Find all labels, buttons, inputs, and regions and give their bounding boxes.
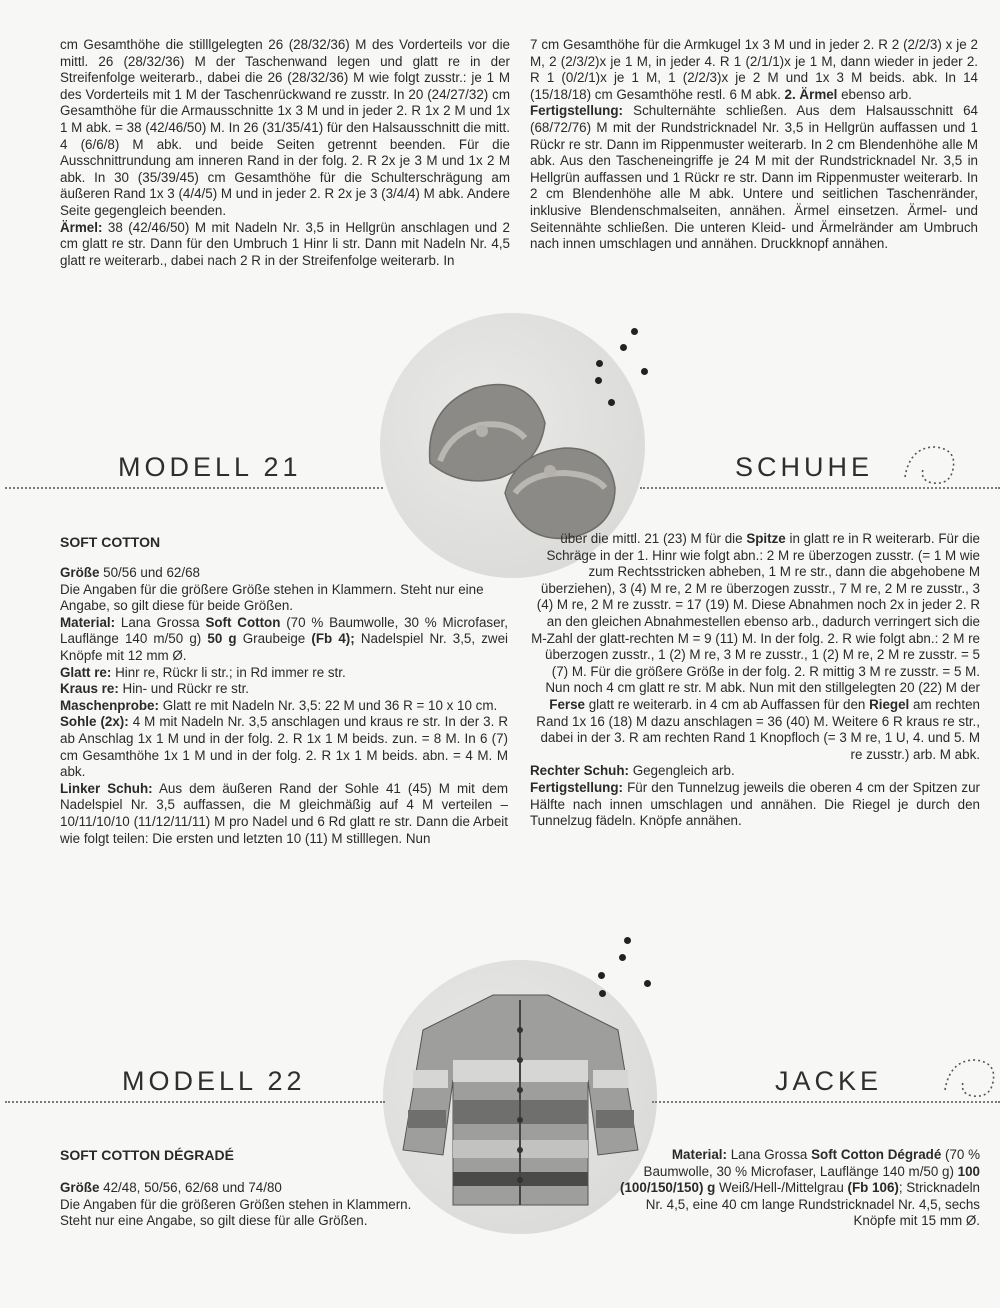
text-column-bottom-left bbox=[60, 1180, 440, 1230]
decor-dot bbox=[599, 990, 606, 997]
paragraph: Sohle (2x): 4 M mit Nadeln Nr. 3,5 anschlagen und kraus re str. In der 3. R ab Anschlag 1x 1 M und in der folg. 2. R 1x 1 M beids. zun. = 8 M. In 6 (7) cm Gesamthöhe 1x 1 M und in der folg. 2. R 1x 1 M beids. abn. = 4 M. M abk. bbox=[60, 714, 508, 780]
paragraph: Die Angaben für die größere Größe stehen in Klammern. Steht nur eine Angabe, so gilt diese für beide Größen. bbox=[60, 581, 484, 614]
paragraph: Material: Lana Grossa Soft Cotton (70 % Baumwolle, 30 % Microfaser, Lauflänge 140 m/50 g) 50 g Graubeige (Fb 4); Nadelspiel Nr. 3,5, zwei Knöpfe mit 12 mm Ø. bbox=[60, 614, 509, 663]
decor-dot bbox=[620, 344, 627, 351]
swirl-ornament bbox=[935, 1050, 1000, 1110]
modell-22-heading: MODELL 22 bbox=[122, 1066, 306, 1096]
text-column-middle-left bbox=[60, 565, 508, 847]
text-column-bottom-right bbox=[620, 1147, 980, 1230]
jacke-heading: JACKE bbox=[775, 1066, 883, 1096]
text-column-top-right bbox=[530, 37, 978, 253]
decor-dot bbox=[619, 954, 626, 961]
paragraph: cm Gesamthöhe die stilllgelegten 26 (28/32/36) M des Vorderteils vor die mittl. 26 (28/32/36) M der Taschenwand legen und glatt re in der Streifenfolge weiterarb., dabei die 26 (28/32/36) M wie folgt zusstr.: je 1 M des Vorderteils mit 1 M der Taschenrückwand re zusstr. In 20 (24/27/32) cm Gesamthöhe für die Armausschnitte 1x 3 M und in jeder 2. R 1x 2 M und 1x 1 M abk. = 38 (42/46/50) M. In 26 (31/35/41) für den Halsausschnitt die mitt. 4 (6/6/8) M abk. und beide Seiten getrennt beenden. Für die Ausschnittrundung am inneren Rand in der folg. 2. R 2x je 3 M und 1x 2 M abk. In 30 (35/39/45) cm Gesamthöhe für die Schulterschrägung am äußeren Rand 1x 3 (4/4/5) M und in jeder 2. R 2x je 3 (3/4/4) M abk. Andere Seite gegengleich beenden. bbox=[60, 37, 510, 218]
yarn-soft-cotton-degrade: SOFT COTTON DÉGRADÉ bbox=[60, 1147, 234, 1163]
decor-dot bbox=[631, 328, 638, 335]
text-column-top-left bbox=[60, 37, 510, 269]
decor-dot bbox=[641, 368, 648, 375]
paragraph: 7 cm Gesamthöhe für die Armkugel 1x 3 M und in jeder 2. R 2 (2/2/3) x je 2 M, 2 (2/3/2)x je 1 M, in jeder 4. R 1 (2/1/1)x je 1 M, dann wieder in jeder 2. R 1 (0/2/1)x je 1 M, 1 (2/2/3)x je 2 M und 1x 3 M beids. abk. In 14 (15/18/18) cm Gesamthöhe restl. 6 M abk. 2. Ärmel ebenso arb. bbox=[530, 37, 978, 102]
paragraph: Linker Schuh: Aus dem äußeren Rand der Sohle 41 (45) M mit dem Nadelspiel Nr. 3,5 auffassen, die M gleichmäßig auf 4 M verteilen – 10/11/10/10 (11/12/11/11) M pro Nadel und 6 Rd glatt re str. Dann die Arbeit wie folgt teilen: Die ersten und letzten 10 (11) M stilllegen. Nun bbox=[60, 780, 508, 846]
decor-dot bbox=[608, 399, 615, 406]
text-column-middle-right bbox=[530, 531, 980, 830]
decor-dot bbox=[644, 980, 651, 987]
divider-dotted-left bbox=[5, 487, 383, 489]
decor-dot bbox=[596, 360, 603, 367]
decor-dot bbox=[624, 937, 631, 944]
paragraph: Rechter Schuh: Gegengleich arb. bbox=[530, 763, 735, 779]
paragraph: Fertigstellung: Schulternähte schließen. Aus dem Halsausschnitt 64 (68/72/76) M mit der Rundstricknadel Nr. 3,5 in Hellgrün auffassen und 1 Rückr re str. Dann im Rippenmuster weiterarb. In 2 cm Blendenhöhe alle M abk. Aus den Tascheneingriffe je 24 M mit der Rundstricknadel Nr. 3,5 in Hellgrün auffassen und 1 Rückr re str. Dann im Rippenmuster weiterarb. In 2 cm Blendenhöhe alle M abk. Untere und seitlichen Taschenränder, inklusive Blendenschmalseiten, annähen. Ärmel einsetzen. Ärmel- und Seitennähte schließen. Die unteren Kleid- und Ärmelränder am Umbruch nach innen umschlagen und annähen. Druckknopf annähen. bbox=[530, 103, 978, 252]
divider-dotted-left bbox=[5, 1101, 385, 1103]
swirl-ornament bbox=[895, 437, 965, 497]
paragraph: Die Angaben für die größeren Größen stehen in Klammern. Steht nur eine Angabe, so gilt diese für alle Größen. bbox=[60, 1196, 412, 1229]
paragraph: über die mittl. 21 (23) M für die Spitze in glatt re in R weiterarb. Für die Schräge in der 1. Hinr wie folgt abn.: 2 M re überzogen zusstr. (= 1 M wie zum Rechtsstricken abheben, 1 M re str., dann die abgehobene M überziehen), 3 (4) M re, 2 M re überzogen zusstr., 7 M re, 2 M re zusstr., 3 (4) M re, 2 M re zusstr. = 17 (19) M. Diese Abnahmen noch 2x in jeder 2. R an den gleichen Abnahmestellen ebenso arb., dadurch verringert sich die M-Zahl der glatt-rechten M = 9 (11) M. In der folg. 2. R wie folgt abn.: 2 M re überzogen zusstr., 1 (2) M re, 3 M re zusstr., 1 (2) M re, 2 M re zusstr. = 5 (7) M. Für die größere Größe in der folg. 2. R mittig 3 M re zusstr. = 5 M. Nun noch 4 cm glatt re str. M abk. Nun mit den stillgelegten 20 (22) M der Ferse glatt re weiterarb. in 4 cm ab Auffassen für den Riegel am rechten Rand 1x 16 (18) M dazu anschlagen = 36 (40) M. Weitere 6 R kraus re str., dabei in der 3. R am rechten Rand 1 Knopfloch (= 3 M re, 1 U, 4. und 5. M re zusstr.) arb. M abk. bbox=[531, 531, 980, 762]
paragraph: Ärmel: 38 (42/46/50) M mit Nadeln Nr. 3,5 in Hellgrün anschlagen und 2 cm glatt re str. Dann für den Umbruch 1 Hinr li str. Dann mit Nadeln Nr. 4,5 glatt re weiterarb., dabei nach 2 R in der Streifenfolge weiterarb. In bbox=[60, 219, 510, 268]
paragraph: Kraus re: Hin- und Rückr re str. bbox=[60, 681, 250, 697]
paragraph: Größe 42/48, 50/56, 62/68 und 74/80 bbox=[60, 1180, 282, 1195]
decor-dot bbox=[595, 377, 602, 384]
paragraph: Glatt re: Hinr re, Rückr li str.; in Rd immer re str. bbox=[60, 664, 346, 680]
schuhe-heading: SCHUHE bbox=[735, 452, 874, 482]
paragraph: Fertigstellung: Für den Tunnelzug jeweils die oberen 4 cm der Spitzen zur Hälfte nach innen umschlagen und annähen. Die Riegel je durch den Tunnelzug fädeln. Knöpfe annähen. bbox=[530, 779, 980, 829]
yarn-soft-cotton: SOFT COTTON bbox=[60, 534, 161, 550]
paragraph: Material: Lana Grossa Soft Cotton Dégradé (70 % Baumwolle, 30 % Microfaser, Lauflänge 140 m/50 g) 100 (100/150/150) g Weiß/Hell-/Mittelgrau (Fb 106); Stricknadeln Nr. 4,5, eine 40 cm lange Rundstricknadel Nr. 4,5, sechs Knöpfe mit 15 mm Ø. bbox=[620, 1147, 980, 1229]
paragraph: Größe 50/56 und 62/68 bbox=[60, 565, 200, 580]
decor-dot bbox=[598, 972, 605, 979]
modell-21-heading: MODELL 21 bbox=[118, 452, 302, 482]
paragraph: Maschenprobe: Glatt re mit Nadeln Nr. 3,5: 22 M und 36 R = 10 x 10 cm. bbox=[60, 697, 498, 713]
